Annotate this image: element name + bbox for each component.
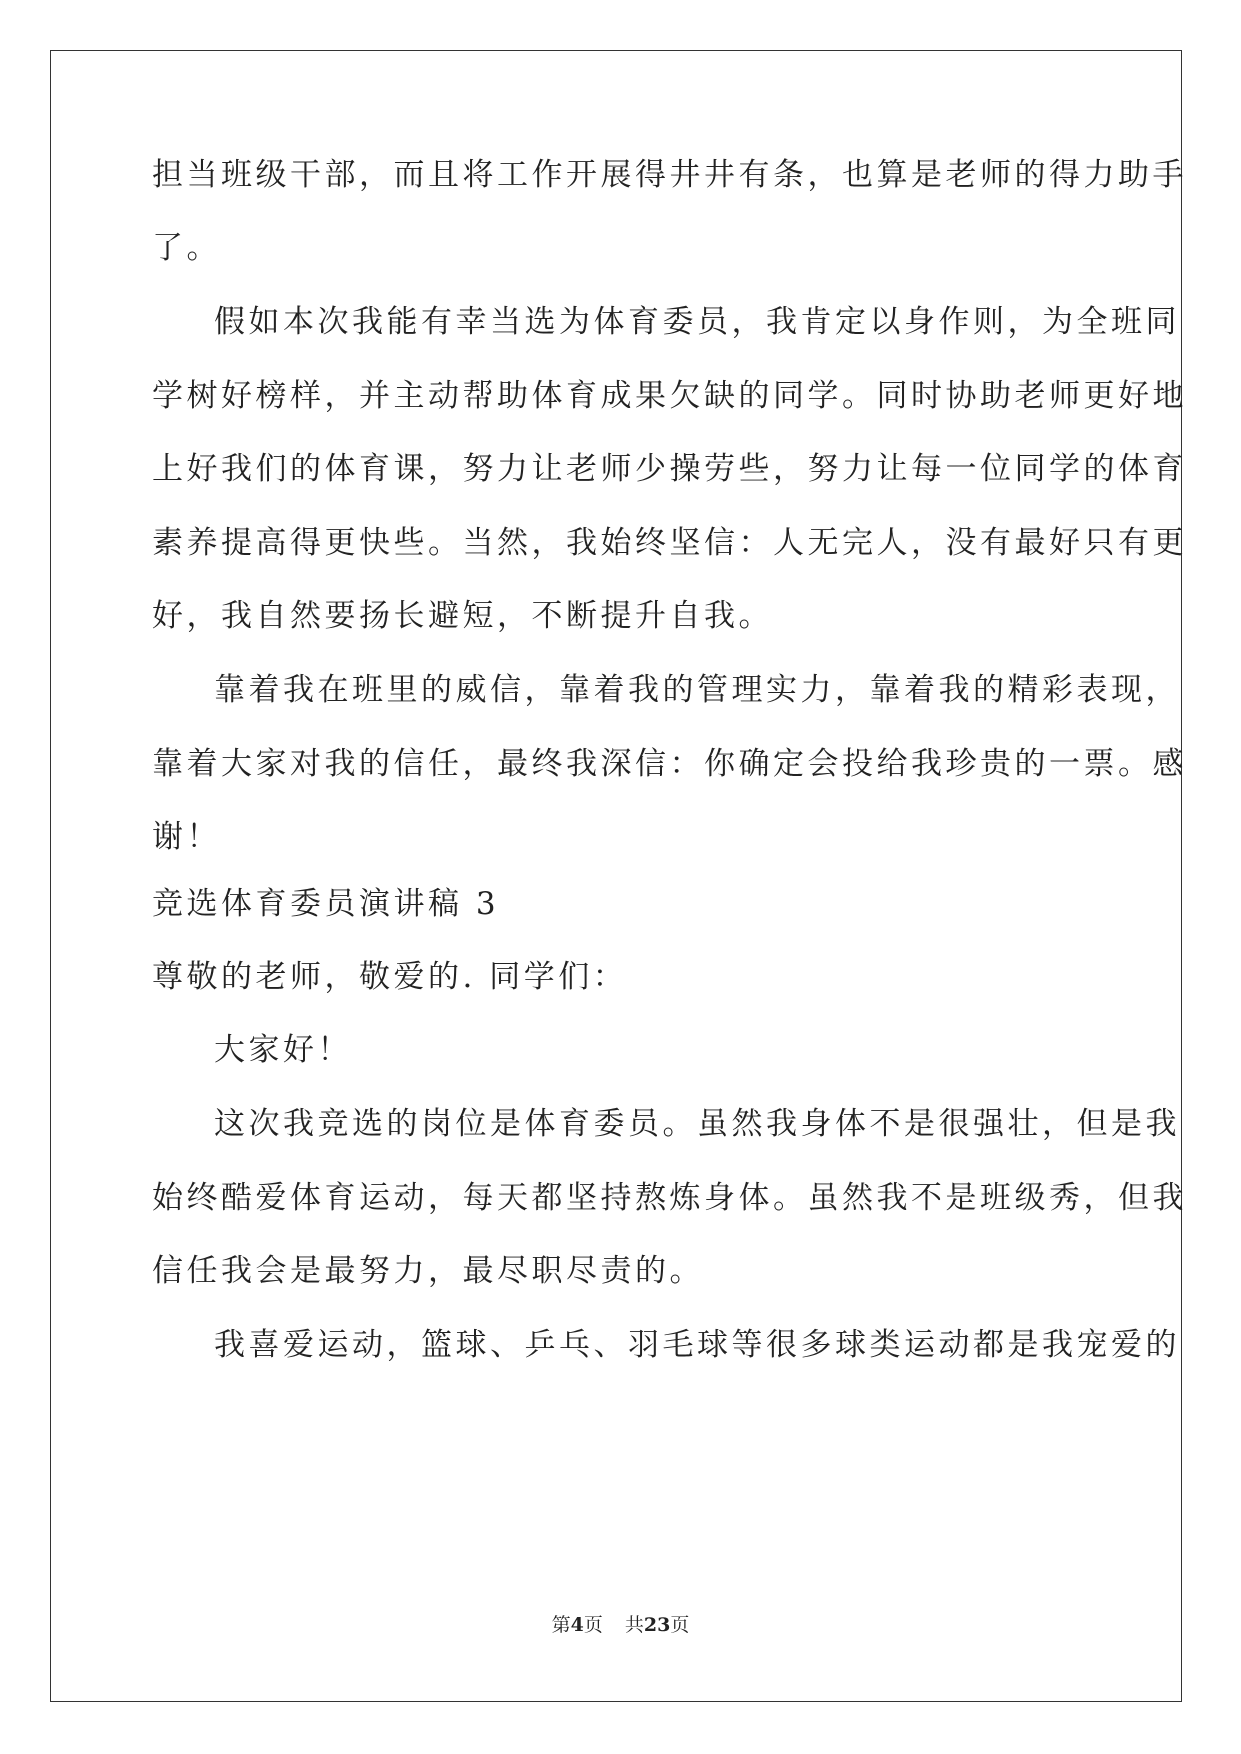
page-footer (0, 1610, 1241, 1637)
text-line: 素养提高得更快些。当然，我始终坚信：人无完人，没有最好只有更 (152, 525, 1187, 561)
greeting: 大家好！ (214, 1032, 352, 1068)
page-border (50, 50, 1182, 1702)
total-pages: 23 (643, 1614, 671, 1636)
text-line: 靠着大家对我的信任，最终我深信：你确定会投给我珍贵的一票。感 (152, 746, 1187, 782)
page-number: 4 (570, 1614, 584, 1636)
section-title: 竞选体育委员演讲稿 3 (152, 886, 500, 922)
footer-total-prefix: 共 (624, 1614, 644, 1636)
text-line: 上好我们的体育课，努力让老师少操劳些，努力让每一位同学的体育 (152, 451, 1187, 487)
text-line: 信任我会是最努力，最尽职尽责的。 (152, 1253, 704, 1289)
footer-prefix: 第 (551, 1614, 571, 1636)
text-line: 学树好榜样，并主动帮助体育成果欠缺的同学。同时协助老师更好地 (152, 378, 1187, 414)
text-line: 了。 (152, 230, 221, 266)
footer-total-suffix: 页 (670, 1614, 690, 1636)
paragraph-start: 这次我竞选的岗位是体育委员。虽然我身体不是很强壮，但是我 (214, 1106, 1180, 1142)
paragraph-start: 假如本次我能有幸当选为体育委员，我肯定以身作则，为全班同 (214, 304, 1180, 340)
footer-page-suffix: 页 (583, 1614, 603, 1636)
salutation: 尊敬的老师，敬爱的. 同学们： (152, 959, 628, 995)
text-line: 始终酷爱体育运动，每天都坚持熬炼身体。虽然我不是班级秀，但我 (152, 1180, 1187, 1216)
paragraph-start: 我喜爱运动，篮球、乒乓、羽毛球等很多球类运动都是我宠爱的 (214, 1327, 1180, 1363)
text-line: 好，我自然要扬长避短，不断提升自我。 (152, 598, 773, 634)
text-line: 担当班级干部，而且将工作开展得井井有条，也算是老师的得力助手 (152, 157, 1187, 193)
paragraph-start: 靠着我在班里的威信，靠着我的管理实力，靠着我的精彩表现， (214, 672, 1180, 708)
text-line: 谢！ (152, 819, 221, 855)
